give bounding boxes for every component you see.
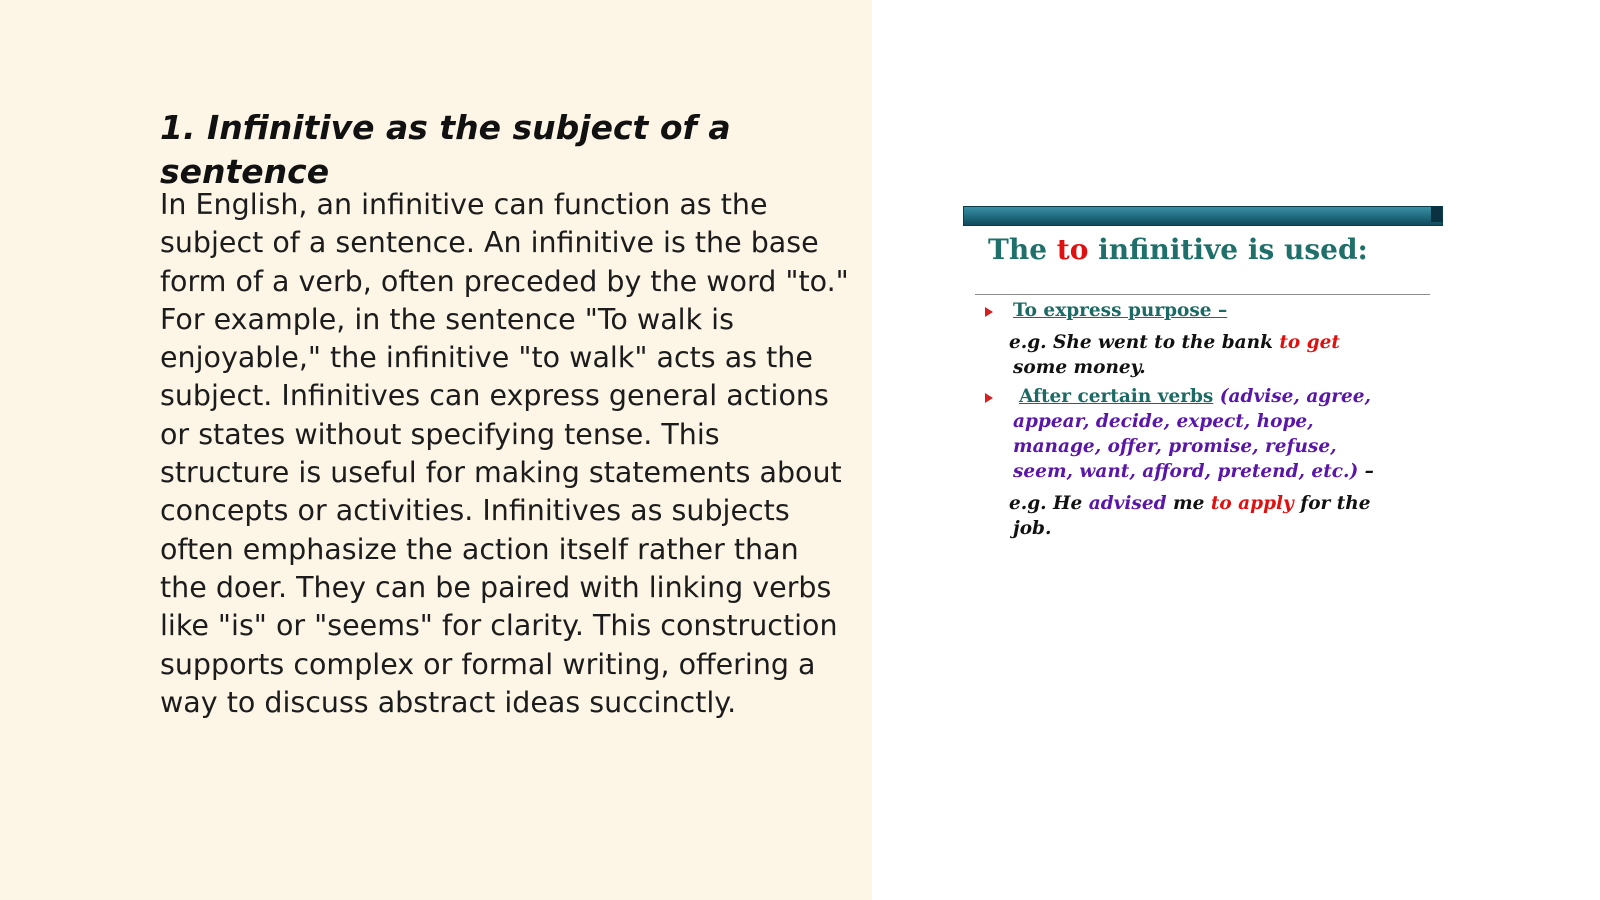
example-verbs-line2: job. [1013,518,1052,539]
card-heading-rest: infinitive is used: [1098,233,1368,266]
example-purpose-infinitive: to get [1279,332,1340,353]
example-purpose-text: e.g. She went to the bank [1009,332,1273,353]
card-heading-the: The [988,233,1048,266]
arrow-bullet-icon [985,307,993,317]
example-verbs-verb: advised [1088,493,1167,514]
verb-list-line1 [1013,384,1443,409]
example-verbs-prefix: e.g. He [1009,493,1083,514]
card-divider [975,294,1430,295]
example-verbs-line1 [1009,491,1429,516]
verb-list [1013,384,1443,484]
card-heading-to: to [1056,233,1089,266]
slide-title: 1. Infinitive as the subject of a sentence [160,108,731,191]
verbs-line1: (advise, agree, [1219,386,1371,407]
bullet-heading-purpose: To express purpose – [1013,300,1228,321]
arrow-bullet-icon [985,393,993,403]
verbs-line4-text: seem, want, afford, pretend, etc.) [1013,461,1359,482]
example-purpose-line2: some money. [1013,357,1146,378]
card-header-bar-end [1431,206,1442,222]
verbs-line4 [1013,459,1443,484]
verbs-dash: – [1364,461,1374,482]
to-infinitive-usage-image [963,205,1443,555]
example-verbs [1009,491,1429,541]
slide-body-paragraph: In English, an infinitive can function as the subject of a sentence. An infinitive is the base form of a verb, often preceded by the word "to." For example, in the sentence "To walk is enjoyable," the infinitive "to walk" acts as the subject. Infinitives can express general actions or states without specifying tense. This structure is useful for making statements about concepts or activities. Infinitives as subjects often emphasize the action itself rather than the doer. They can be paired with linking verbs like "is" or "seems" for clarity. This construction supports complex or formal writing, offering a way to discuss abstract ideas succinctly. [160,188,849,719]
example-purpose [1009,330,1429,380]
card-heading [988,233,1428,266]
example-verbs-infinitive: to apply [1210,493,1294,514]
verbs-line3: manage, offer, promise, refuse, [1013,436,1337,457]
verbs-line2: appear, decide, expect, hope, [1013,411,1314,432]
example-verbs-suffix: for the [1300,493,1371,514]
example-verbs-me: me [1173,493,1205,514]
example-purpose-line1 [1009,330,1429,355]
bullet-heading-verbs: After certain verbs [1019,386,1214,407]
card-header-bar [963,206,1443,226]
